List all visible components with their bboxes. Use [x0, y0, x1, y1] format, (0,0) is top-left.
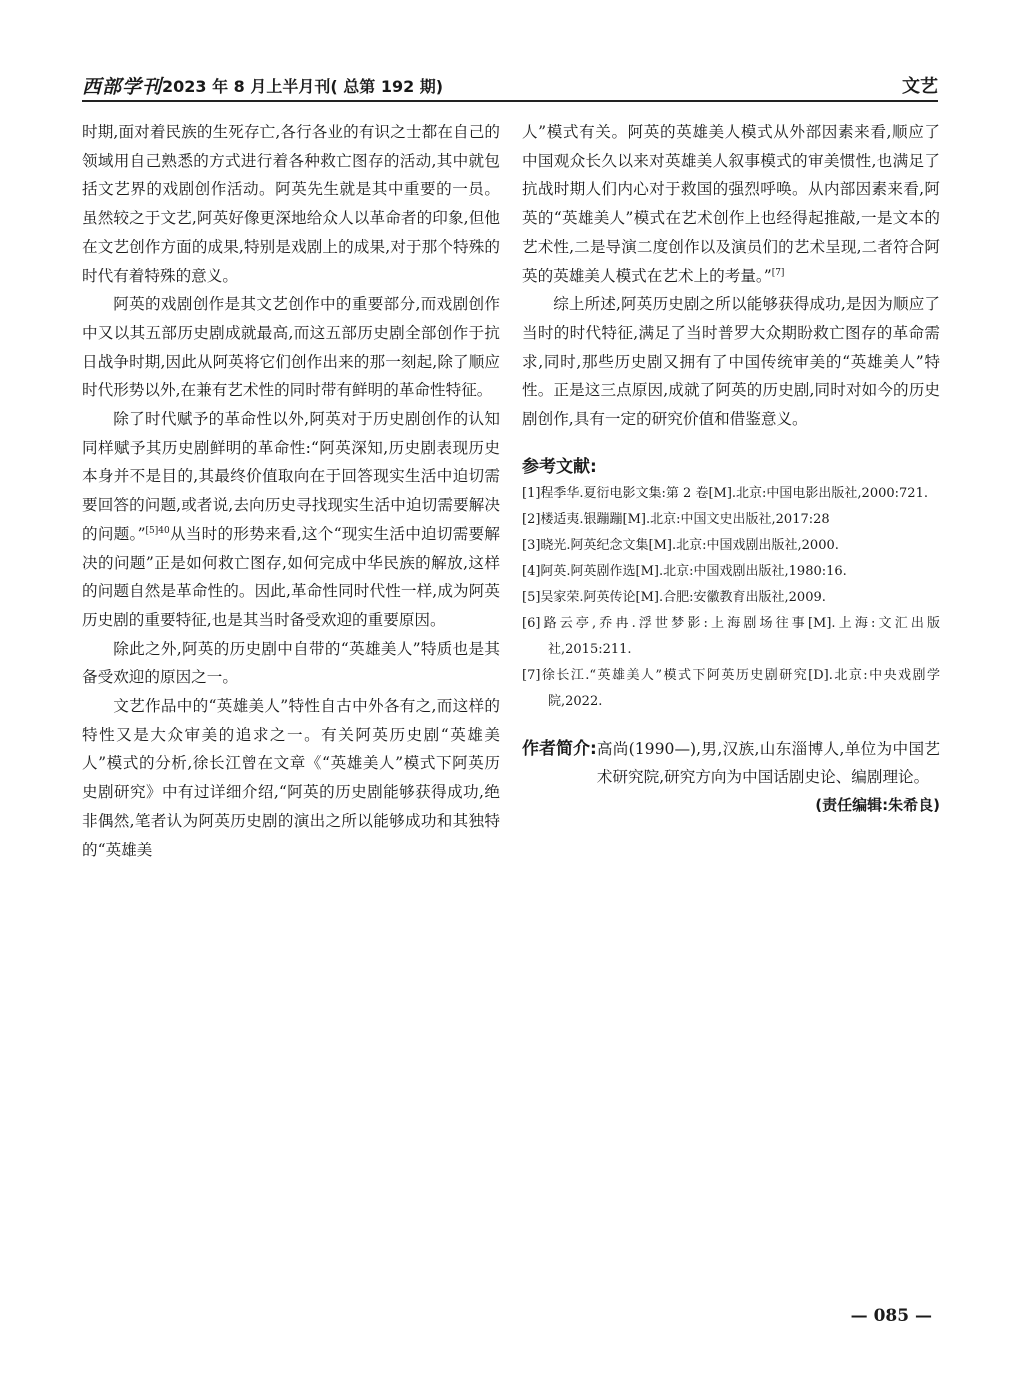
body-paragraph-with-citation: [522, 118, 940, 290]
author-label: 作者简介:: [522, 738, 597, 759]
issue-info: 2023 年 8 月上半月刊( 总第 192 期): [162, 77, 444, 96]
left-column: [82, 118, 500, 864]
author-bio: [522, 735, 940, 792]
quote-continuation: 从当时的形势来看,这个“现实生活中迫切需要解决的问题”正是如何救亡图存,如何完成中华民族的解放,这样的问题自然是革命性的。因此,革命性同时代性一样,成为阿英历史剧的重要特征,也是其当时备受欢迎的重要原因。: [82, 524, 500, 629]
reference-item: [2]楼适夷.银蹦蹦[M].北京:中国文史出版社,2017:28: [522, 511, 830, 527]
journal-logo: 西部学刊: [82, 76, 163, 98]
citation-marker: [7]: [771, 267, 785, 278]
reference-item: [6]路云亭,乔冉.浮世梦影:上海剧场往事[M].上海:文汇出版社,2015:211.: [522, 615, 940, 657]
citation-marker: [5]40: [145, 525, 170, 536]
reference-item: [4]阿英.阿英剧作选[M].北京:中国戏剧出版社,1980:16.: [522, 563, 847, 579]
references-title: 参考文献:: [522, 456, 597, 477]
continued-text: 人”模式有关。阿英的英雄美人模式从外部因素来看,顺应了中国观众长久以来对英雄美人叙事模式的审美惯性,也满足了抗战时期人们内心对于救国的强烈呼唤。从内部因素来看,阿英的“英雄美人”模式在艺术创作上也经得起推敲,一是文本的艺术性,二是导演二度创作以及演员们的艺术呈现,二者符合阿英的英雄美人模式在艺术上的考量。”: [522, 123, 940, 285]
editor-credit: (责任编辑:朱希良): [815, 796, 940, 815]
page-number: — 085 —: [850, 1306, 932, 1326]
author-text: 高尚(1990—),男,汉族,山东淄博人,单位为中国艺术研究院,研究方向为中国话剧史论、编剧理论。: [596, 739, 940, 787]
reference-item: [5]吴家荣.阿英传论[M].合肥:安徽教育出版社,2009.: [522, 589, 826, 605]
reference-list: [522, 481, 940, 715]
reference-item: [1]程季华.夏衍电影文集:第 2 卷[M].北京:中国电影出版社,2000:721.: [522, 485, 928, 501]
quote-text: 除了时代赋予的革命性以外,阿英对于历史剧创作的认知同样赋予其历史剧鲜明的革命性:“阿英深知,历史剧表现历史本身并不是目的,其最终价值取向在于回答现实生活中迫切需要回答的问题,或者说,去向历史寻找现实生活中迫切需要解决的问题。”: [82, 410, 500, 543]
reference-item: [7]徐长江.“英雄美人”模式下阿英历史剧研究[D].北京:中央戏剧学院,2022.: [522, 667, 940, 709]
right-column: [522, 118, 940, 815]
body-paragraph: 时期,面对着民族的生死存亡,各行各业的有识之士都在自己的领域用自己熟悉的方式进行着各种救亡图存的活动,其中就包括文艺界的戏剧创作活动。阿英先生就是其中重要的一员。虽然较之于文艺,阿英好像更深地给众人以革命者的印象,但他在文艺创作方面的成果,特别是戏剧上的成果,对于那个特殊的时代有着特殊的意义。: [82, 123, 500, 285]
body-paragraph-with-citation: [82, 405, 500, 635]
reference-item: [3]晓光.阿英纪念文集[M].北京:中国戏剧出版社,2000.: [522, 537, 839, 553]
section-label: 文艺: [902, 76, 938, 97]
page-header: [82, 70, 938, 102]
conclusion-paragraph: 综上所述,阿英历史剧之所以能够获得成功,是因为顺应了当时的时代特征,满足了当时普罗大众期盼救亡图存的革命需求,同时,那些历史剧又拥有了中国传统审美的“英雄美人”特性。正是这三点原因,成就了阿英的历史剧,同时对如今的历史剧创作,具有一定的研究价值和借鉴意义。: [522, 295, 940, 429]
body-paragraph: 阿英的戏剧创作是其文艺创作中的重要部分,而戏剧创作中又以其五部历史剧成就最高,而这五部历史剧全部创作于抗日战争时期,因此从阿英将它们创作出来的那一刻起,除了顺应时代形势以外,在兼有艺术性的同时带有鲜明的革命性特征。: [82, 295, 500, 400]
body-paragraph: 文艺作品中的“英雄美人”特性自古中外各有之,而这样的特性又是大众审美的追求之一。有关阿英历史剧“英雄美人”模式的分析,徐长江曾在文章《“英雄美人”模式下阿英历史剧研究》中有过详细介绍,“阿英的历史剧能够获得成功,绝非偶然,笔者认为阿英历史剧的演出之所以能够成功和其独特的“英雄美: [82, 697, 500, 859]
body-paragraph: 除此之外,阿英的历史剧中自带的“英雄美人”特质也是其备受欢迎的原因之一。: [82, 639, 500, 687]
